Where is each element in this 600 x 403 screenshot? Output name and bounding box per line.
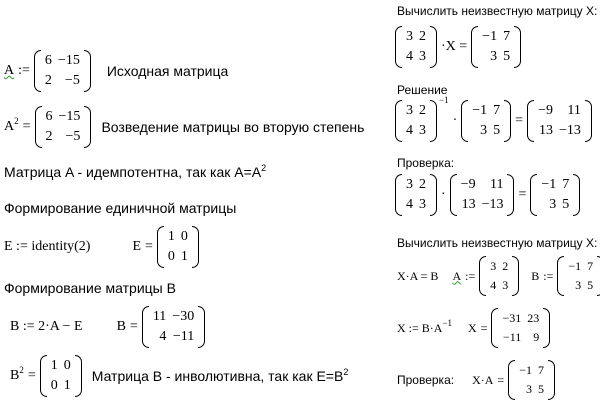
matrix-cell: −31 <box>502 311 522 325</box>
matrix-cell: 5 <box>503 49 511 64</box>
equals-op: = <box>22 119 31 134</box>
equals-op: = <box>480 320 488 335</box>
matrix-cell: 2 <box>419 29 426 44</box>
matrix-cell: −1 <box>541 177 557 192</box>
b-lhs: B <box>116 319 126 334</box>
b-def-row <box>10 306 205 348</box>
matrix <box>157 226 199 268</box>
matrix-cell: 3 <box>525 382 532 396</box>
matrix-cell: −1 <box>472 103 488 118</box>
task1-equation <box>395 26 521 68</box>
b-lhs: $B^2$ <box>10 365 24 383</box>
bracket-left <box>491 308 498 348</box>
e-def-row <box>4 226 199 268</box>
matrix-cell: 5 <box>587 278 594 292</box>
a-lhs: A <box>4 63 15 78</box>
equals-op: = <box>497 372 505 387</box>
bracket-right <box>84 50 91 92</box>
matrix-cell: 13 <box>538 123 553 138</box>
matrix-cells <box>41 50 84 92</box>
matrix <box>395 174 437 216</box>
matrix-cell: −30 <box>172 309 195 324</box>
bracket-left <box>40 355 47 397</box>
task2-defs <box>397 256 600 296</box>
matrix-cell: 3 <box>575 278 582 292</box>
matrix <box>35 106 92 148</box>
bracket-right <box>512 256 519 296</box>
matrix-cell: 3 <box>502 278 509 292</box>
bracket-left <box>527 100 534 142</box>
matrix-cell: 3 <box>490 49 498 64</box>
caption: Возведение матрицы во вторую степень <box>101 119 365 135</box>
matrix-cells <box>457 174 508 216</box>
task2-heading: Вычислить неизвестную матрицу X: <box>397 236 598 250</box>
x-lhs: X <box>468 320 477 335</box>
matrix-cell: 6 <box>44 53 52 68</box>
equals-op: = <box>145 239 153 254</box>
bracket-right <box>543 308 550 348</box>
matrix-cell: 0 <box>180 229 188 244</box>
assign-op: := <box>543 268 554 283</box>
matrix-cell: 7 <box>562 177 570 192</box>
matrix <box>395 26 437 68</box>
idempotent-text: Матрица A - идемпотентна, так как $A=A^2$ <box>4 163 267 180</box>
matrix-cell: 13 <box>461 197 476 212</box>
bracket-left <box>34 50 41 92</box>
x-expr: X := $B\cdot A^{-1}$ <box>397 317 453 335</box>
solution-label: Решение <box>397 83 448 97</box>
bracket-left <box>530 174 537 216</box>
bracket-left <box>508 360 515 400</box>
equals-op: = <box>27 368 36 383</box>
matrix-cell: 6 <box>45 109 53 124</box>
check-row <box>395 174 580 216</box>
x-solution-row <box>397 308 550 348</box>
matrix <box>461 100 511 142</box>
matrix-cell: 2 <box>45 129 53 144</box>
a-lhs: $A^2$ <box>4 116 19 134</box>
task2-equation: X·A = B <box>397 268 439 283</box>
matrix-cell: −9 <box>538 103 553 118</box>
matrix-cell: 3 <box>480 123 488 138</box>
check-lhs: X·A <box>472 372 494 387</box>
b-lhs: B <box>531 268 540 283</box>
bracket-left <box>157 226 164 268</box>
matrix-cell: −1 <box>519 363 532 377</box>
dot-op: · <box>452 113 458 128</box>
task1-heading: Вычислить неизвестную матрицу X: <box>397 4 598 18</box>
matrix-cell: 2 <box>419 103 426 118</box>
matrix-cell: 4 <box>490 278 497 292</box>
matrix-cells <box>498 308 543 348</box>
caption: Исходная матрица <box>106 63 229 79</box>
matrix-cells <box>468 100 504 142</box>
bracket-right <box>192 226 199 268</box>
matrix-cells <box>42 106 85 148</box>
matrix-cells <box>149 306 198 348</box>
matrix-cell: 23 <box>527 311 540 325</box>
matrix-cell: 0 <box>167 249 175 264</box>
task2-check-row <box>397 360 555 400</box>
matrix-cell: 5 <box>562 197 570 212</box>
matrix <box>34 50 91 92</box>
bracket-left <box>395 174 402 216</box>
matrix-cells <box>47 355 75 397</box>
matrix-cell: 1 <box>63 378 71 393</box>
matrix-cells <box>537 174 573 216</box>
matrix <box>450 174 515 216</box>
matrix-cell: 0 <box>50 378 58 393</box>
b-squared-row <box>10 355 348 397</box>
b-heading: Формирование матрицы B <box>4 280 176 296</box>
matrix-cells <box>534 100 585 142</box>
solution-row: 3 2 4 3 −1 · −1 7 3 5 = −9 11 13 −13 <box>395 100 592 142</box>
matrix-cells <box>515 360 548 400</box>
matrix-cell: 3 <box>549 197 557 212</box>
bracket-right <box>84 106 91 148</box>
matrix-cell: 1 <box>50 358 58 373</box>
matrix-cell: −1 <box>568 259 582 273</box>
bracket-left <box>450 174 457 216</box>
equals-op: = <box>515 113 524 128</box>
bracket-left <box>479 256 486 296</box>
matrix-cell: −11 <box>172 329 195 344</box>
bracket-left <box>142 306 149 348</box>
bracket-left <box>35 106 42 148</box>
matrix-cells <box>402 26 430 68</box>
matrix-cell: 7 <box>493 103 501 118</box>
matrix-cell: 7 <box>537 363 544 377</box>
a-def-row <box>4 50 228 92</box>
matrix <box>142 306 205 348</box>
matrix-cell: 3 <box>406 29 413 44</box>
matrix-cell: 3 <box>406 177 413 192</box>
bracket-right <box>430 100 437 142</box>
matrix-cell: −11 <box>502 330 522 344</box>
matrix <box>527 100 592 142</box>
matrix-cell: 9 <box>533 330 540 344</box>
matrix <box>557 256 600 296</box>
matrix-cell: 7 <box>503 29 511 44</box>
a-squared-row <box>4 106 364 148</box>
matrix-cell: 11 <box>490 177 504 192</box>
bracket-left <box>471 26 478 68</box>
matrix-cell: 0 <box>63 358 71 373</box>
bracket-right <box>75 355 82 397</box>
bracket-right <box>548 360 555 400</box>
matrix-cell: 3 <box>419 197 426 212</box>
matrix-cell: 4 <box>159 329 167 344</box>
e-lhs: E <box>132 239 141 254</box>
matrix-cell: 3 <box>419 49 426 64</box>
equals-op: = <box>129 319 138 334</box>
bracket-right <box>430 26 437 68</box>
bracket-right <box>585 100 592 142</box>
matrix-cell: −15 <box>58 109 81 124</box>
matrix-cell: −5 <box>64 73 80 88</box>
bracket-right <box>573 174 580 216</box>
matrix-cell: −15 <box>57 53 80 68</box>
matrix-cell: 11 <box>567 103 581 118</box>
matrix <box>508 360 555 400</box>
matrix-cell: 7 <box>587 259 594 273</box>
equals-op: = <box>518 187 527 202</box>
bracket-right <box>198 306 205 348</box>
matrix-cell: −13 <box>481 197 504 212</box>
identity-heading: Формирование единичной матрицы <box>4 200 237 216</box>
bracket-left <box>395 26 402 68</box>
matrix-cells <box>478 26 514 68</box>
bracket-right <box>507 174 514 216</box>
matrix-cell: 3 <box>490 259 497 273</box>
matrix <box>40 355 82 397</box>
matrix-cell: −9 <box>460 177 476 192</box>
matrix-cell: −5 <box>65 129 81 144</box>
bracket-left <box>557 256 564 296</box>
matrix-cell: 5 <box>537 382 544 396</box>
matrix-cells <box>564 256 597 296</box>
matrix-cell: 11 <box>152 309 167 324</box>
matrix-cell: 2 <box>419 177 426 192</box>
bracket-right <box>504 100 511 142</box>
matrix-cells <box>486 256 512 296</box>
bracket-right <box>514 26 521 68</box>
matrix-cell: 2 <box>44 73 52 88</box>
matrix-cell: 1 <box>180 249 188 264</box>
bracket-right <box>430 174 437 216</box>
matrix <box>395 100 437 142</box>
matrix-cell: −1 <box>482 29 498 44</box>
e-expr: E := identity(2) <box>4 239 91 254</box>
caption: Матрица B - инволютивна, так как $E=B^2$ <box>91 367 349 384</box>
check-label: Проверка: <box>397 373 455 387</box>
matrix-cell: −13 <box>558 123 581 138</box>
assign-op: := <box>465 268 476 283</box>
times-x-equals: ·X = <box>441 39 468 54</box>
matrix-cells <box>402 100 430 142</box>
matrix <box>491 308 550 348</box>
matrix-cell: 3 <box>419 123 426 138</box>
check-label: Проверка: <box>397 156 455 170</box>
matrix-cell: 4 <box>406 123 413 138</box>
dot-op: · <box>441 187 446 202</box>
bracket-left <box>461 100 468 142</box>
matrix-cell: 3 <box>406 103 413 118</box>
matrix-cell: 1 <box>167 229 175 244</box>
matrix-cells <box>164 226 192 268</box>
matrix <box>471 26 521 68</box>
matrix-cell: 5 <box>493 123 501 138</box>
a-lhs: A <box>452 268 462 283</box>
matrix-cell: 2 <box>502 259 509 273</box>
matrix <box>530 174 580 216</box>
assign-op: := <box>18 63 30 78</box>
matrix <box>479 256 519 296</box>
matrix-cell: 4 <box>406 197 413 212</box>
matrix-cell: 4 <box>406 49 413 64</box>
matrix-cells <box>402 174 430 216</box>
b-expr: B := 2·A − E <box>10 319 83 334</box>
bracket-left <box>395 100 402 142</box>
